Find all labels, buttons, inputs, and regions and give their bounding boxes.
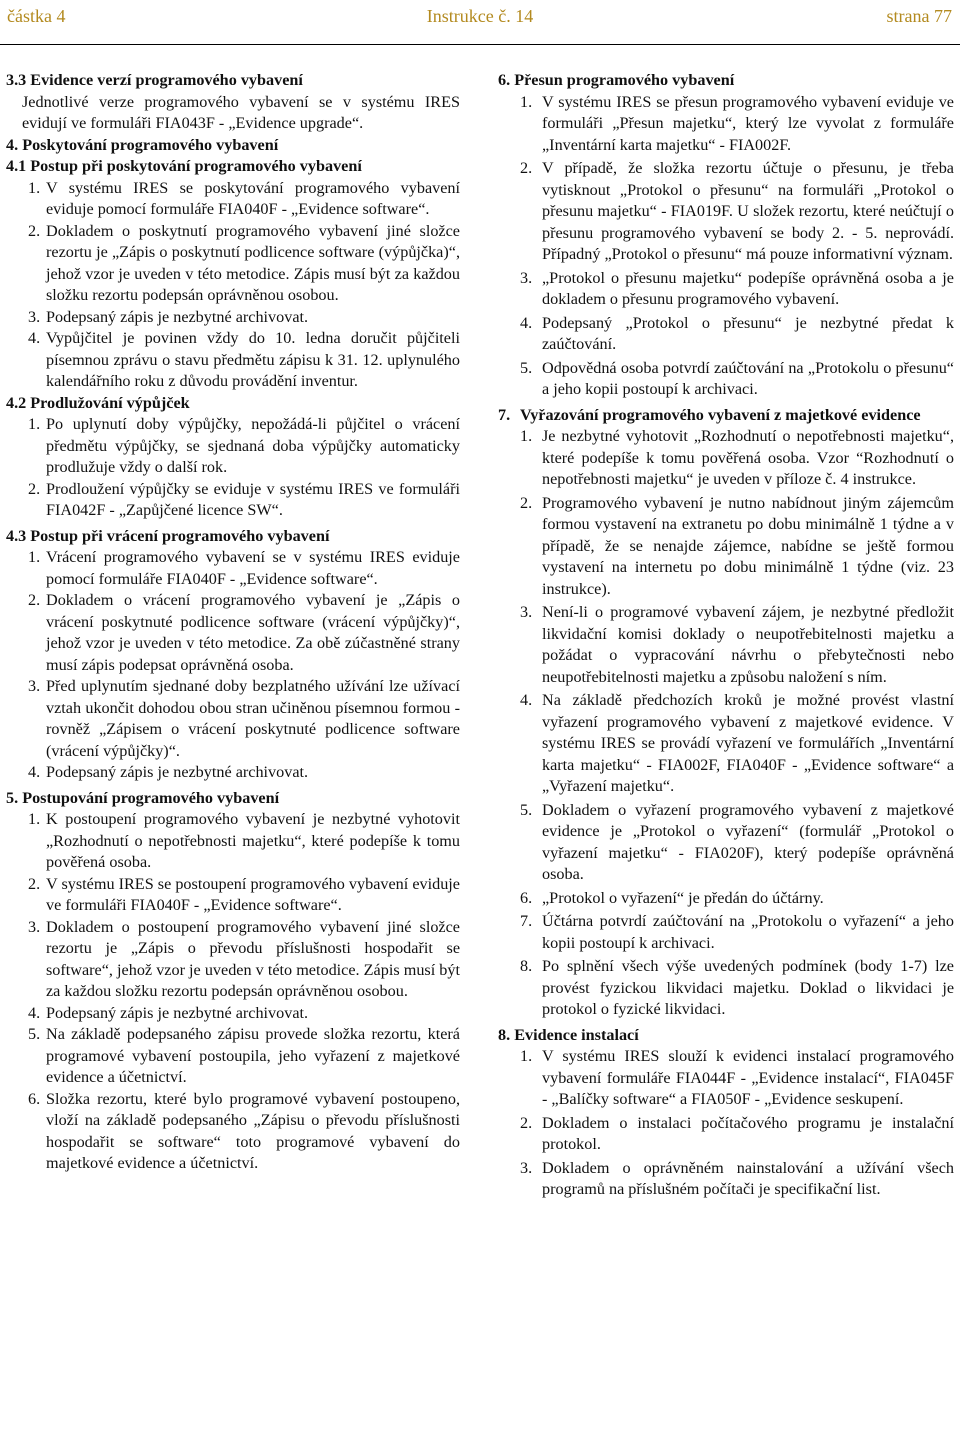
issue-number: částka 4 [7,6,66,26]
item-text: Vrácení programového vybavení se v systému IRES eviduje pomocí formuláře FIA040F - „Evidence software“. [46,548,460,588]
section-4-3 [6,526,460,784]
item-number: 2. [520,493,533,512]
running-header [0,0,960,45]
list-item [6,1024,460,1089]
item-number: 4. [520,313,533,332]
section-title: Vyřazování programového vybavení z majetkové evidence [520,405,921,424]
section-4-1 [6,156,460,393]
item-text: V systému IRES se poskytování programového vybavení eviduje pomocí formuláře FIA040F - „Evidence software“. [46,178,460,218]
section-heading [498,405,954,427]
item-number: 5. [28,1025,41,1043]
item-number: 3. [520,603,533,621]
item-number: 1. [520,427,533,445]
item-number: 1. [28,810,41,828]
list-item [498,92,954,157]
item-text: Složka rezortu, které bylo programové vybavení postoupeno, vloží na základě podepsaného „Zápisu o převodu příslušnosti hospodařit se software“ toto programové vybavení do majetkové evidence a účetnictví. [46,1089,460,1172]
list-item [6,762,460,784]
item-number: 2. [520,159,533,177]
item-number: 3. [520,1158,533,1177]
section-8 [498,1025,954,1201]
item-text: Není-li o programové vybavení zájem, je nezbytné předložit likvidační komisi doklady o neupotřebitelnosti majetku a požádat o vypracování návrhu o přebytečnosti nebo neupotřebitelnosti majetku a způsobu naložení s ním. [542,603,954,686]
item-text: V systému IRES se přesun programového vybavení eviduje ve formuláři „Přesun majetku“, který lze vyvolat z formuláře „Inventární karta majetku“ - FIA002F. [542,92,954,154]
instruction-number: Instrukce č. 14 [426,6,534,26]
item-text: Podepsaný „Protokol o přesunu“ je nezbytné předat k zaúčtování. [542,313,954,353]
page-number: strana 77 [886,6,952,26]
list-item [498,1158,954,1201]
section-number: 7. [498,405,511,424]
list-item [6,809,460,874]
item-number: 3. [28,307,41,326]
item-text: Vypůjčitel je povinen vždy do 10. ledna doručit půjčiteli písemnou zprávu o stavu předmětu zápisu k 31. 12. uplynulého kalendářního roku z důvodu provádění inventur. [46,329,460,390]
section-heading: 8. Evidence instalací [498,1025,639,1044]
item-number: 5. [520,800,533,819]
list-item [6,307,460,329]
item-number: 2. [520,1113,533,1132]
list-item [6,590,460,676]
list-item [498,1113,954,1156]
right-column [498,70,954,1201]
section-4-2 [6,393,460,522]
item-number: 2. [28,591,41,609]
list-item [6,479,460,522]
list-item [6,178,460,221]
section-heading: 6. Přesun programového vybavení [498,71,735,89]
item-number: 5. [520,358,533,377]
item-number: 8. [520,957,533,975]
section-3-3 [6,70,460,135]
item-text: Dokladem o poskytnutí programového vybavení jiné složce rezortu je „Zápis o poskytnutí podlicence software (výpůjčka)“, jehož vzor je uveden v této metodice. Zápis musí být za každou složku rezortu podepsán oprávněnou osobou. [46,221,460,304]
item-number: 1. [520,1047,533,1065]
list-item [498,158,954,266]
item-text: V případě, že složka rezortu účtuje o přesunu, je třeba vytisknout „Protokol o přesunu“ na formuláři „Protokol o přesunu majetku“ - FIA019F. U složek rezortu, které neúčtují o přesunu programového vybavení se body 2. - 5. neprovádí. Případný „Protokol o přesunu“ má pouze informativní význam. [542,159,954,263]
item-number: 1. [28,178,41,197]
left-column [6,70,460,1175]
item-text: „Protokol o vyřazení“ je předán do účtárny. [542,888,824,907]
list-item [6,1003,460,1025]
list-item [498,602,954,688]
item-number: 7. [520,912,533,930]
list-item [498,426,954,491]
item-text: Prodloužení výpůjčky se eviduje v systému IRES ve formuláři FIA042F - „Zapůjčené licence SW“. [46,479,460,519]
item-text: Odpovědná osoba potvrdí zaúčtování na „Protokolu o přesunu“ a jeho kopii postoupí k archivaci. [542,358,954,398]
item-number: 4. [28,763,41,781]
list-item [498,268,954,311]
item-number: 3. [28,917,41,936]
list-item [498,358,954,401]
item-text: Dokladem o vyřazení programového vybavení z majetkové evidence je „Protokol o vyřazení“ (formulář „Protokol o vyřazení majetku“ - FIA020F), který podepíše oprávněná osoba. [542,800,954,883]
item-text: V systému IRES slouží k evidenci instalací programového vybavení formuláře FIA044F - „Evidence instalací“, FIA045F - „Balíčky software“ a FIA050F - „Evidence seskupení. [542,1047,954,1108]
section-heading: 4.1 Postup při poskytování programového vybavení [6,157,362,175]
list-item [6,414,460,479]
list-item [498,313,954,356]
item-number: 1. [520,92,533,111]
list-item [498,690,954,798]
list-item [6,547,460,590]
item-number: 3. [28,677,41,695]
list-item [498,956,954,1021]
list-item [6,676,460,762]
list-item [6,221,460,307]
section-7 [498,405,954,1021]
item-text: Po uplynutí doby výpůjčky, nepožádá-li půjčitel o vrácení předmětu výpůjčky, se sjednaná doba výpůjčky automaticky prodlužuje vždy o další rok. [46,415,460,476]
item-number: 3. [520,268,533,287]
list-item [498,800,954,886]
item-text: Po splnění všech výše uvedených podmínek (body 1-7) lze provést fyzickou likvidaci majetku. Doklad o likvidaci je protokol o fyzické likvidaci. [542,957,954,1018]
item-text: Na základě předchozích kroků je možné provést vlastní vyřazení programového vybavení z majetkové evidence. V systému IRES se provádí vyřazení ve formulářích „Inventární karta majetku“ - FIA002F, FIA040F - „Evidence software“ a „Vyřazení majetku“. [542,691,954,795]
section-5 [6,788,460,1175]
item-text: Dokladem o vrácení programového vybavení je „Zápis o vrácení poskytnuté podlicence software (vrácení výpůjčky)“, jehož vzor je uveden v této metodice. Za obě zúčastněné strany musí zápis podepsat oprávněná osoba. [46,591,460,674]
item-text: Podepsaný zápis je nezbytné archivovat. [46,307,309,326]
paragraph: Jednotlivé verze programového vybavení se v systému IRES evidují ve formuláři FIA043F - „Evidence upgrade“. [22,92,460,132]
item-text: V systému IRES se postoupení programového vybavení eviduje ve formuláři FIA040F - „Evidence software“. [46,874,460,914]
list-item [6,1089,460,1175]
item-number: 4. [28,1003,41,1022]
list-item [498,493,954,601]
item-text: „Protokol o přesunu majetku“ podepíše oprávněná osoba a je dokladem o přesunu programového vybavení. [542,268,954,308]
item-number: 4. [520,691,533,709]
item-number: 2. [28,874,41,893]
item-number: 4. [28,329,41,347]
list-item [498,888,954,910]
item-text: Před uplynutím sjednané doby bezplatného užívání lze užívací vztah ukončit dohodou obou stran učiněnou písemnou formou - rovněž „Zápisem o vrácení poskytnuté podlicence software (vrácení výpůjčky)“. [46,677,460,760]
item-text: K postoupení programového vybavení je nezbytné vyhotovit „Rozhodnutí o nepotřebnosti majetku“, které podepíše k tomu pověřená osoba. [46,810,460,871]
list-item [6,328,460,393]
item-number: 2. [28,221,41,240]
item-text: Je nezbytné vyhotovit „Rozhodnutí o nepotřebnosti majetku“, které podepíše k tomu pověřená osoba. Vzor “Rozhodnutí o nepotřebnosti majetku“ je uveden v příloze č. 4 instrukce. [542,427,954,488]
list-item [498,911,954,954]
item-number: 1. [28,415,41,433]
list-item [498,1046,954,1111]
item-number: 1. [28,548,41,566]
item-text: Dokladem o instalaci počítačového programu je instalační protokol. [542,1113,954,1153]
item-text: Podepsaný zápis je nezbytné archivovat. [46,763,309,781]
list-item [6,917,460,1003]
section-6 [498,70,954,401]
list-item [6,874,460,917]
section-heading: 4.2 Prodlužování výpůjček [6,393,190,412]
section-heading: 5. Postupování programového vybavení [6,788,280,807]
item-number: 6. [520,888,533,907]
item-text: Podepsaný zápis je nezbytné archivovat. [46,1003,309,1022]
item-number: 6. [28,1089,41,1108]
item-text: Účtárna potvrdí zaúčtování na „Protokolu o vyřazení“ a jeho kopii postoupí k archivaci. [542,912,954,952]
item-text: Dokladem o postoupení programového vybavení jiné složce rezortu je „Zápis o převodu příslušnosti hospodařit se software“, jehož vzor je uveden v této metodice. Zápis musí být za každou složku rezortu podepsán oprávněnou osobou. [46,917,460,1000]
item-text: Dokladem o oprávněném nainstalování a užívání všech programů na příslušném počítači je specifikační list. [542,1158,954,1198]
item-text: Na základě podepsaného zápisu provede složka rezortu, která programové vybavení postoupila, jeho vyřazení z majetkové evidence a účetnictví. [46,1025,460,1086]
section-heading: 4. Poskytování programového vybavení [6,135,279,154]
item-number: 2. [28,479,41,498]
item-text: Programového vybavení je nutno nabídnout jiným zájemcům formou vystavení na extranetu po dobu minimálně 1 týdne a v případě, že se nenajde zájemce, nabídne se ještě formou vystavení na internetu po dobu minimálně 1 týdne (viz. 23 instrukce). [542,493,954,598]
section-heading: 3.3 Evidence verzí programového vybavení [6,71,303,89]
section-heading: 4.3 Postup při vrácení programového vybavení [6,526,330,545]
